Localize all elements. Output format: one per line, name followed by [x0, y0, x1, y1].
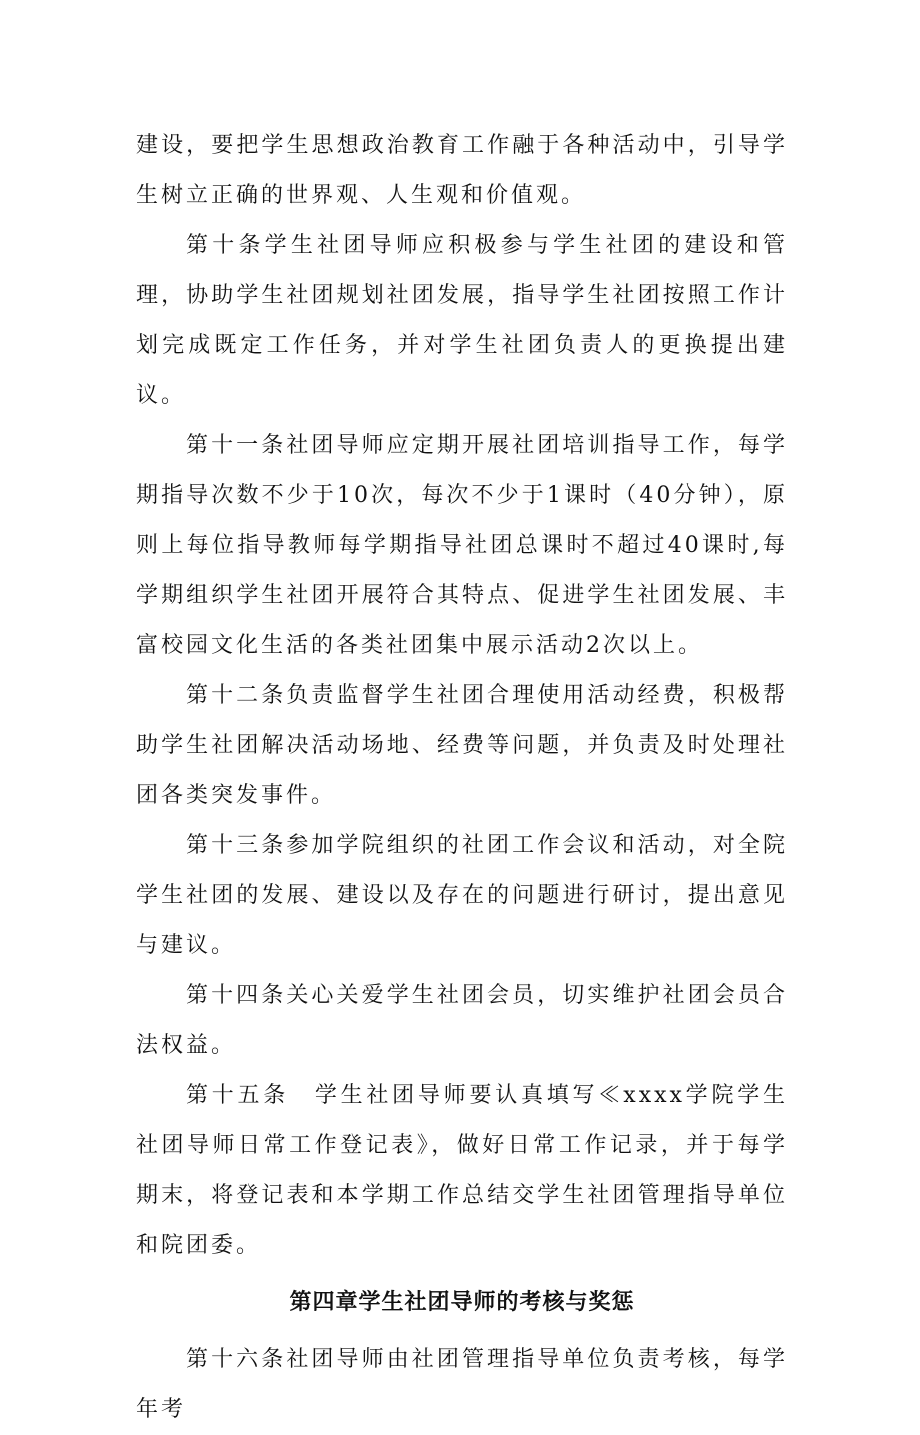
article-10: 第十条学生社团导师应积极参与学生社团的建设和管理，协助学生社团规划社团发展，指导学生社团按照工作计划完成既定工作任务，并对学生社团负责人的更换提出建议。: [136, 233, 788, 408]
article-15: 第十五条 学生社团导师要认真填写≪xxxx学院学生社团导师日常工作登记表》，做好日常工作记录，并于每学期末，将登记表和本学期工作总结交学生社团管理指导单位和院团委。: [136, 1083, 788, 1258]
article-12: 第十二条负责监督学生社团合理使用活动经费，积极帮助学生社团解决活动场地、经费等问题，并负责及时处理社团各类突发事件。: [136, 683, 788, 808]
document-page: [136, 121, 788, 1435]
chapter-heading: 第四章学生社团导师的考核与奖惩: [289, 1290, 635, 1315]
article-13: 第十三条参加学院组织的社团工作会议和活动，对全院学生社团的发展、建设以及存在的问题进行研讨，提出意见与建议。: [136, 833, 788, 958]
article-16: 第十六条社团导师由社团管理指导单位负责考核，每学年考: [136, 1347, 788, 1422]
paragraph-continuation: 建设，要把学生思想政治教育工作融于各种活动中，引导学生树立正确的世界观、人生观和价值观。: [136, 133, 788, 208]
article-14: 第十四条关心关爱学生社团会员，切实维护社团会员合法权益。: [136, 983, 788, 1058]
article-11: 第十一条社团导师应定期开展社团培训指导工作，每学期指导次数不少于10次，每次不少于1课时（40分钟），原则上每位指导教师每学期指导社团总课时不超过40课时,每学期组织学生社团开展符合其特点、促进学生社团发展、丰富校园文化生活的各类社团集中展示活动2次以上。: [136, 433, 788, 658]
